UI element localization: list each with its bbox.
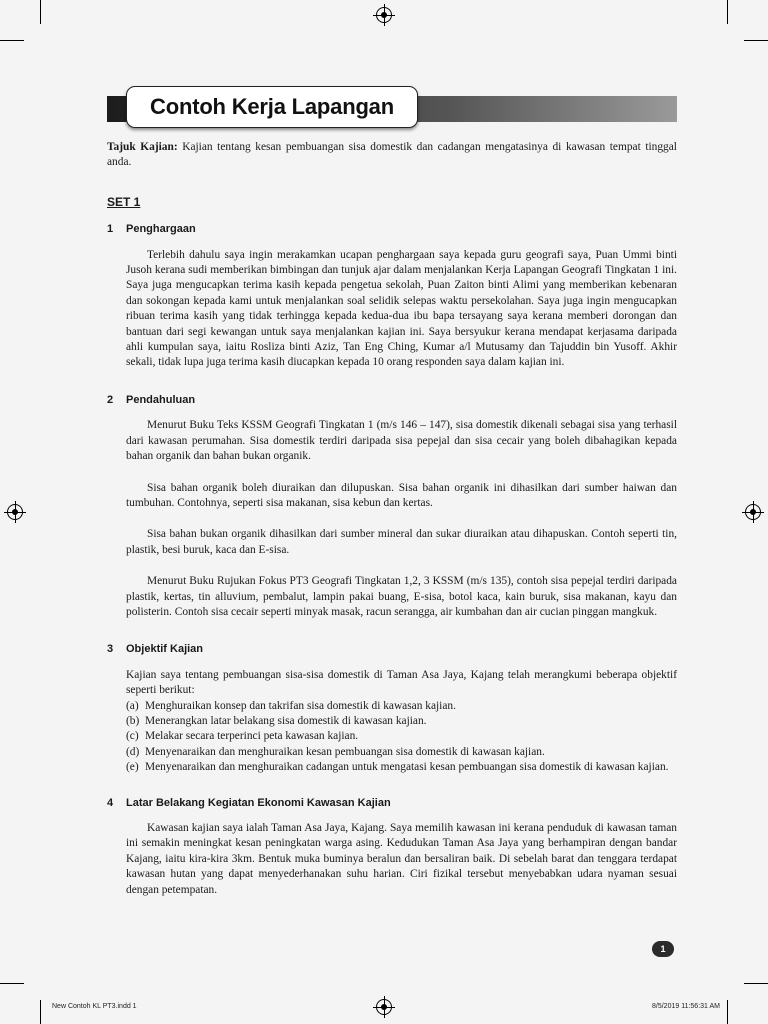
paragraph: Terlebih dahulu saya ingin merakamkan ucapan penghargaan saya kepada guru geografi saya, Puan Ummi binti Jusoh kerana sudi memberikan bimbingan dan tunjuk ajar dalam menjalankan Kerja Lapangan Geografi Tingkatan 1 ini. Saya juga mengucapkan terima kasih kepada pengetua sekolah, Puan Zaiton binti Alimi yang memberikan kebenaran dan sokongan kepada kami untuk menjalankan soal selidik selepas waktu persekolahan. Saya juga ingin mengucapkan ribuan terima kasih yang tidak terhingga kepada kedua-dua ibu bapa tersayang saya kerana memberi dorongan dan bantuan dari segi kewangan untuk saya menjalankan kajian ini. Saya bersyukur kerana mendapat kerjasama daripada ahli kumpulan saya, iaitu Rosliza binti Aziz, Tan Eng Ching, Kumar a/l Mutusamy dan Tajuddin bin Yusoff. Akhir sekali, tidak lupa juga terima kasih diucapkan kepada 10 orang responden saya dalam kajian ini. [126, 248, 677, 369]
crop-mark [0, 983, 24, 984]
list-item: (b) Menerangkan latar belakang sisa domestik di kawasan kajian. [126, 714, 427, 727]
paragraph: Menurut Buku Rujukan Fokus PT3 Geografi Tingkatan 1,2, 3 KSSM (m/s 135), contoh sisa pepejal terdiri daripada plastik, kertas, tin alluvium, pembalut, lampin pakai buang, E-sisa, botol kaca, kain buruk, sisa makanan, kayu dan polisterin. Contoh sisa cecair seperti minyak masak, racun serangga, air kumbahan dan air cucian pinggan mangkuk. [126, 575, 677, 618]
study-title-label: Tajuk Kajian: [107, 141, 178, 153]
paragraph: Sisa bahan organik boleh diuraikan dan dilupuskan. Sisa bahan organik ini dihasilkan dari sumber haiwan dan tumbuhan. Contohnya, seperti sisa makanan, sisa kebun dan kertas. [126, 481, 677, 509]
set-heading: SET 1 [107, 194, 141, 209]
slug-filename: New Contoh KL PT3.indd 1 [52, 1003, 137, 1010]
page-number-badge: 1 [652, 941, 674, 957]
paragraph: Kawasan kajian saya ialah Taman Asa Jaya, Kajang. Saya memilih kawasan ini kerana penduduk di kawasan taman ini semakin meningkat kesan peningkatan warga asing. Kedudukan Taman Asa Jaya yang berhampiran dengan bandar Kajang, iaitu kira-kira 3km. Bentuk muka buminya beralun dan bersaliran baik. Di sebelah barat dan tenggara terdapat kawasan hutan yang dapat menyederhanakan suhu harian. Ciri fizikal tersebut menyebabkan udara nyaman sesuai dengan petempatan. [126, 822, 677, 896]
list-item: (d) Menyenaraikan dan menghuraikan kesan pembuangan sisa domestik di kawasan kajian. [126, 745, 545, 758]
crop-mark [727, 0, 728, 24]
section-heading: 2 Pendahuluan [107, 393, 196, 406]
paragraph: Menurut Buku Teks KSSM Geografi Tingkatan 1 (m/s 146 – 147), sisa domestik dikenali sebagai sisa yang terhasil dari kawasan perumahan. Sisa domestik terdiri daripada sisa pepejal dan sisa cecair yang boleh dibahagikan kepada bahan organik dan bahan bukan organik. [126, 419, 677, 463]
section-heading: 1 Penghargaan [107, 223, 196, 236]
crop-mark [727, 1000, 728, 1024]
section-heading: 3 Objektif Kajian [107, 643, 204, 656]
paragraph: Kajian saya tentang pembuangan sisa-sisa domestik di Taman Asa Jaya, Kajang telah merangkumi beberapa objektif seperti berikut: [126, 668, 677, 697]
registration-mark-icon [745, 504, 761, 520]
list-item: (e) Menyenaraikan dan menghuraikan cadangan untuk mengatasi kesan pembuangan sisa domestik di kawasan kajian. [126, 761, 669, 774]
document-body [107, 140, 677, 914]
crop-mark [40, 1000, 41, 1024]
objective-list [126, 699, 677, 776]
registration-mark-icon [7, 504, 23, 520]
header-title-box [126, 86, 418, 128]
page-title: Contoh Kerja Lapangan [150, 94, 394, 119]
list-item: (a) Menghuraikan konsep dan takrifan sisa domestik di kawasan kajian. [126, 699, 456, 712]
crop-mark [40, 0, 41, 24]
crop-mark [744, 40, 768, 41]
paragraph: Sisa bahan bukan organik dihasilkan dari sumber mineral dan sukar diuraikan atau dihapuskan. Contoh seperti tin, plastik, besi buruk, kaca dan E-sisa. [126, 528, 677, 556]
study-title [107, 140, 677, 171]
crop-mark [0, 40, 24, 41]
list-item: (c) Melakar secara terperinci peta kawasan kajian. [126, 730, 359, 743]
registration-mark-icon [376, 999, 392, 1015]
study-title-text: Kajian tentang kesan pembuangan sisa domestik dan cadangan mengatasinya di kawasan tempat tinggal anda. [107, 141, 677, 169]
registration-mark-icon [376, 7, 392, 23]
crop-mark [744, 983, 768, 984]
section-heading: 4 Latar Belakang Kegiatan Ekonomi Kawasan Kajian [107, 796, 391, 809]
slug-timestamp: 8/5/2019 11:56:31 AM [652, 1003, 720, 1010]
